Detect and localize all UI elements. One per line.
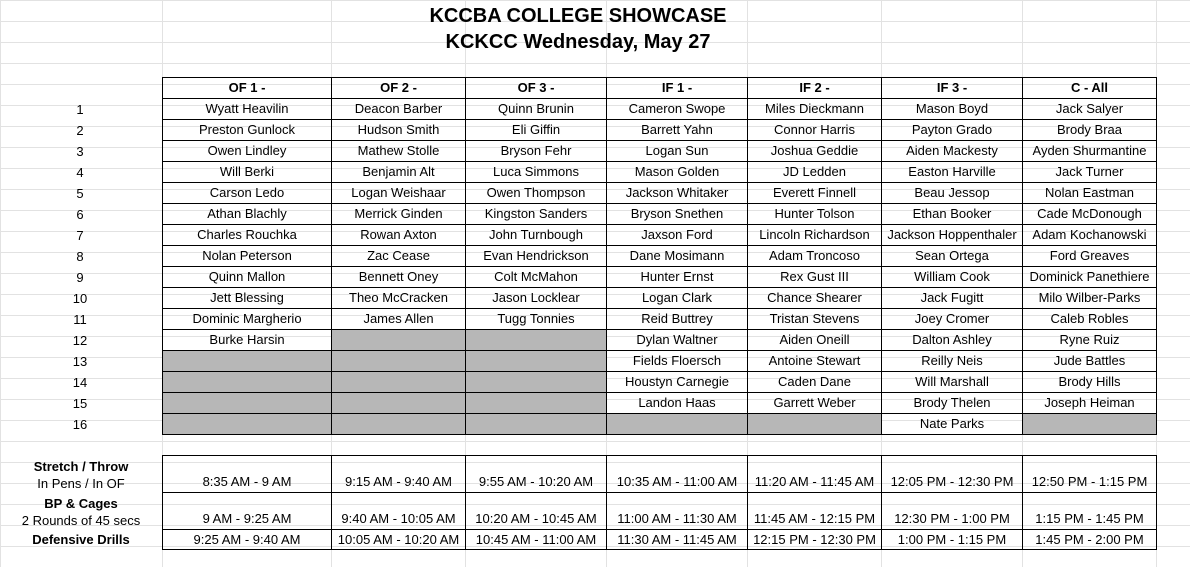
player-cell[interactable]: Hunter Ernst xyxy=(607,267,748,288)
schedule-row xyxy=(163,456,1157,493)
schedule-label-title: BP & Cages xyxy=(44,496,118,511)
player-cell[interactable]: Kingston Sanders xyxy=(466,204,607,225)
row-number: 15 xyxy=(72,396,88,411)
time-slot-cell[interactable]: 1:00 PM - 1:15 PM xyxy=(882,530,1023,550)
player-cell[interactable]: Fields Floersch xyxy=(607,351,748,372)
player-cell[interactable]: Cade McDonough xyxy=(1023,204,1157,225)
player-cell[interactable]: Nolan Peterson xyxy=(163,246,332,267)
roster-table xyxy=(162,77,1157,435)
time-slot-cell[interactable]: 9:40 AM - 10:05 AM xyxy=(332,493,466,530)
time-slot-cell[interactable]: 12:05 PM - 12:30 PM xyxy=(882,456,1023,493)
player-cell[interactable]: John Turnbough xyxy=(466,225,607,246)
row-number: 6 xyxy=(76,207,84,222)
time-slot-cell[interactable]: 9:55 AM - 10:20 AM xyxy=(466,456,607,493)
player-cell[interactable]: Eli Giffin xyxy=(466,120,607,141)
player-cell[interactable]: Deacon Barber xyxy=(332,99,466,120)
time-slot-cell[interactable]: 9:25 AM - 9:40 AM xyxy=(163,530,332,550)
player-cell[interactable]: Garrett Weber xyxy=(748,393,882,414)
player-cell[interactable]: Aiden Mackesty xyxy=(882,141,1023,162)
row-number: 12 xyxy=(72,333,88,348)
table-row xyxy=(163,267,1157,288)
player-cell[interactable]: Will Marshall xyxy=(882,372,1023,393)
time-slot-cell[interactable]: 1:45 PM - 2:00 PM xyxy=(1023,530,1157,550)
player-cell[interactable]: Landon Haas xyxy=(607,393,748,414)
table-row xyxy=(163,309,1157,330)
player-cell[interactable]: Caden Dane xyxy=(748,372,882,393)
table-row xyxy=(163,246,1157,267)
empty-cell[interactable] xyxy=(466,414,607,435)
player-cell[interactable]: Mason Golden xyxy=(607,162,748,183)
player-cell[interactable]: Logan Clark xyxy=(607,288,748,309)
player-cell[interactable]: William Cook xyxy=(882,267,1023,288)
player-cell[interactable]: Rex Gust III xyxy=(748,267,882,288)
player-cell[interactable]: Cameron Swope xyxy=(607,99,748,120)
player-cell[interactable]: Preston Gunlock xyxy=(163,120,332,141)
player-cell[interactable]: Jackson Hoppenthaler xyxy=(882,225,1023,246)
row-number: 4 xyxy=(76,165,84,180)
empty-cell[interactable] xyxy=(607,414,748,435)
table-row xyxy=(163,288,1157,309)
player-cell[interactable]: Connor Harris xyxy=(748,120,882,141)
empty-cell[interactable] xyxy=(332,393,466,414)
player-cell[interactable]: Joshua Geddie xyxy=(748,141,882,162)
player-cell[interactable]: Jason Locklear xyxy=(466,288,607,309)
player-cell[interactable]: Nate Parks xyxy=(882,414,1023,435)
column-header[interactable]: OF 1 - xyxy=(163,78,332,99)
row-number: 16 xyxy=(72,417,88,432)
player-cell[interactable]: Jack Salyer xyxy=(1023,99,1157,120)
time-slot-cell[interactable]: 11:00 AM - 11:30 AM xyxy=(607,493,748,530)
player-cell[interactable]: Luca Simmons xyxy=(466,162,607,183)
schedule-label-sub: 2 Rounds of 45 secs xyxy=(21,513,141,528)
player-cell[interactable]: Quinn Brunin xyxy=(466,99,607,120)
column-header[interactable]: C - All xyxy=(1023,78,1157,99)
player-cell[interactable]: Brody Thelen xyxy=(882,393,1023,414)
player-cell[interactable]: Everett Finnell xyxy=(748,183,882,204)
time-slot-cell[interactable]: 9:15 AM - 9:40 AM xyxy=(332,456,466,493)
empty-cell[interactable] xyxy=(332,372,466,393)
row-number: 8 xyxy=(76,249,84,264)
player-cell[interactable]: Joseph Heiman xyxy=(1023,393,1157,414)
empty-cell[interactable] xyxy=(163,372,332,393)
row-number: 5 xyxy=(76,186,84,201)
column-header[interactable]: IF 2 - xyxy=(748,78,882,99)
empty-cell[interactable] xyxy=(163,414,332,435)
player-cell[interactable]: Wyatt Heavilin xyxy=(163,99,332,120)
player-cell[interactable]: Jack Turner xyxy=(1023,162,1157,183)
row-number: 13 xyxy=(72,354,88,369)
table-row xyxy=(163,351,1157,372)
time-slot-cell[interactable]: 12:15 PM - 12:30 PM xyxy=(748,530,882,550)
player-cell[interactable]: Brody Hills xyxy=(1023,372,1157,393)
player-cell[interactable]: Dylan Waltner xyxy=(607,330,748,351)
player-cell[interactable]: Logan Weishaar xyxy=(332,183,466,204)
schedule-label-stretch xyxy=(0,458,162,492)
player-cell[interactable]: Milo Wilber-Parks xyxy=(1023,288,1157,309)
player-cell[interactable]: Dalton Ashley xyxy=(882,330,1023,351)
player-cell[interactable]: Mathew Stolle xyxy=(332,141,466,162)
table-row xyxy=(163,183,1157,204)
player-cell[interactable]: Hunter Tolson xyxy=(748,204,882,225)
player-cell[interactable]: Caleb Robles xyxy=(1023,309,1157,330)
player-cell[interactable]: Charles Rouchka xyxy=(163,225,332,246)
schedule-label-title: Stretch / Throw xyxy=(33,459,129,474)
player-cell[interactable]: Easton Harville xyxy=(882,162,1023,183)
player-cell[interactable]: Aiden Oneill xyxy=(748,330,882,351)
player-cell[interactable]: JD Ledden xyxy=(748,162,882,183)
player-cell[interactable]: Owen Thompson xyxy=(466,183,607,204)
player-cell[interactable]: James Allen xyxy=(332,309,466,330)
time-slot-cell[interactable]: 11:45 AM - 12:15 PM xyxy=(748,493,882,530)
player-cell[interactable]: Joey Cromer xyxy=(882,309,1023,330)
player-cell[interactable]: Will Berki xyxy=(163,162,332,183)
player-cell[interactable]: Jett Blessing xyxy=(163,288,332,309)
time-slot-cell[interactable]: 12:30 PM - 1:00 PM xyxy=(882,493,1023,530)
row-number: 2 xyxy=(76,123,84,138)
player-cell[interactable]: Ethan Booker xyxy=(882,204,1023,225)
time-slot-cell[interactable]: 10:20 AM - 10:45 AM xyxy=(466,493,607,530)
player-cell[interactable]: Mason Boyd xyxy=(882,99,1023,120)
empty-cell[interactable] xyxy=(466,393,607,414)
schedule-label-sub: In Pens / In OF xyxy=(37,476,125,491)
time-slot-cell[interactable]: 1:15 PM - 1:45 PM xyxy=(1023,493,1157,530)
row-number: 14 xyxy=(72,375,88,390)
player-cell[interactable]: Nolan Eastman xyxy=(1023,183,1157,204)
sheet-subtitle: KCKCC Wednesday, May 27 xyxy=(445,31,711,53)
player-cell[interactable]: Ayden Shurmantine xyxy=(1023,141,1157,162)
row-number: 1 xyxy=(76,102,84,117)
player-cell[interactable]: Payton Grado xyxy=(882,120,1023,141)
player-cell[interactable]: Bennett Oney xyxy=(332,267,466,288)
player-cell[interactable]: Brody Braa xyxy=(1023,120,1157,141)
player-cell[interactable]: Zac Cease xyxy=(332,246,466,267)
empty-cell[interactable] xyxy=(163,393,332,414)
column-header[interactable]: IF 3 - xyxy=(882,78,1023,99)
player-cell[interactable]: Carson Ledo xyxy=(163,183,332,204)
player-cell[interactable]: Dane Mosimann xyxy=(607,246,748,267)
player-cell[interactable]: Houstyn Carnegie xyxy=(607,372,748,393)
player-cell[interactable]: Dominic Margherio xyxy=(163,309,332,330)
table-row xyxy=(163,162,1157,183)
player-cell[interactable]: Colt McMahon xyxy=(466,267,607,288)
schedule-table xyxy=(162,455,1157,550)
time-slot-cell[interactable]: 8:35 AM - 9 AM xyxy=(163,456,332,493)
table-row xyxy=(163,225,1157,246)
empty-cell[interactable] xyxy=(332,330,466,351)
player-cell[interactable]: Jackson Whitaker xyxy=(607,183,748,204)
player-cell[interactable]: Theo McCracken xyxy=(332,288,466,309)
player-cell[interactable]: Ryne Ruiz xyxy=(1023,330,1157,351)
player-cell[interactable]: Adam Troncoso xyxy=(748,246,882,267)
empty-cell[interactable] xyxy=(466,372,607,393)
row-number: 9 xyxy=(76,270,84,285)
schedule-label-title: Defensive Drills xyxy=(32,532,130,547)
time-slot-cell[interactable]: 10:45 AM - 11:00 AM xyxy=(466,530,607,550)
player-cell[interactable]: Lincoln Richardson xyxy=(748,225,882,246)
player-cell[interactable]: Antoine Stewart xyxy=(748,351,882,372)
player-cell[interactable]: Sean Ortega xyxy=(882,246,1023,267)
empty-cell[interactable] xyxy=(1023,414,1157,435)
player-cell[interactable]: Athan Blachly xyxy=(163,204,332,225)
player-cell[interactable]: Hudson Smith xyxy=(332,120,466,141)
column-header[interactable]: IF 1 - xyxy=(607,78,748,99)
table-row xyxy=(163,393,1157,414)
empty-cell[interactable] xyxy=(332,414,466,435)
empty-cell[interactable] xyxy=(332,351,466,372)
player-cell[interactable]: Burke Harsin xyxy=(163,330,332,351)
player-cell[interactable]: Benjamin Alt xyxy=(332,162,466,183)
time-slot-cell[interactable]: 12:50 PM - 1:15 PM xyxy=(1023,456,1157,493)
row-number: 11 xyxy=(73,312,87,327)
player-cell[interactable]: Owen Lindley xyxy=(163,141,332,162)
player-cell[interactable]: Rowan Axton xyxy=(332,225,466,246)
player-cell[interactable]: Evan Hendrickson xyxy=(466,246,607,267)
table-row xyxy=(163,141,1157,162)
player-cell[interactable]: Ford Greaves xyxy=(1023,246,1157,267)
row-number: 10 xyxy=(72,291,88,306)
player-cell[interactable]: Reid Buttrey xyxy=(607,309,748,330)
column-header[interactable]: OF 3 - xyxy=(466,78,607,99)
player-cell[interactable]: Chance Shearer xyxy=(748,288,882,309)
table-row xyxy=(163,414,1157,435)
row-number: 3 xyxy=(76,144,84,159)
player-cell[interactable]: Adam Kochanowski xyxy=(1023,225,1157,246)
table-row xyxy=(163,372,1157,393)
time-slot-cell[interactable]: 11:30 AM - 11:45 AM xyxy=(607,530,748,550)
time-slot-cell[interactable]: 10:05 AM - 10:20 AM xyxy=(332,530,466,550)
time-slot-cell[interactable]: 10:35 AM - 11:00 AM xyxy=(607,456,748,493)
empty-cell[interactable] xyxy=(466,351,607,372)
player-cell[interactable]: Dominick Panethiere xyxy=(1023,267,1157,288)
player-cell[interactable]: Beau Jessop xyxy=(882,183,1023,204)
player-cell[interactable]: Jaxson Ford xyxy=(607,225,748,246)
row-number: 7 xyxy=(76,228,84,243)
player-cell[interactable]: Bryson Snethen xyxy=(607,204,748,225)
sheet-title: KCCBA COLLEGE SHOWCASE xyxy=(429,5,727,27)
schedule-row xyxy=(163,530,1157,550)
player-cell[interactable]: Jude Battles xyxy=(1023,351,1157,372)
empty-cell[interactable] xyxy=(466,330,607,351)
table-row xyxy=(163,330,1157,351)
schedule-label-bp xyxy=(0,495,162,529)
player-cell[interactable]: Miles Dieckmann xyxy=(748,99,882,120)
table-row xyxy=(163,204,1157,225)
column-header[interactable]: OF 2 - xyxy=(332,78,466,99)
empty-cell[interactable] xyxy=(748,414,882,435)
roster-header-row xyxy=(163,78,1157,99)
player-cell[interactable]: Barrett Yahn xyxy=(607,120,748,141)
player-cell[interactable]: Tristan Stevens xyxy=(748,309,882,330)
player-cell[interactable]: Jack Fugitt xyxy=(882,288,1023,309)
player-cell[interactable]: Logan Sun xyxy=(607,141,748,162)
player-cell[interactable]: Bryson Fehr xyxy=(466,141,607,162)
schedule-row xyxy=(163,493,1157,530)
player-cell[interactable]: Tugg Tonnies xyxy=(466,309,607,330)
table-row xyxy=(163,120,1157,141)
empty-cell[interactable] xyxy=(163,351,332,372)
time-slot-cell[interactable]: 9 AM - 9:25 AM xyxy=(163,493,332,530)
player-cell[interactable]: Merrick Ginden xyxy=(332,204,466,225)
player-cell[interactable]: Reilly Neis xyxy=(882,351,1023,372)
player-cell[interactable]: Quinn Mallon xyxy=(163,267,332,288)
schedule-label-defense xyxy=(0,531,162,548)
table-row xyxy=(163,99,1157,120)
time-slot-cell[interactable]: 11:20 AM - 11:45 AM xyxy=(748,456,882,493)
